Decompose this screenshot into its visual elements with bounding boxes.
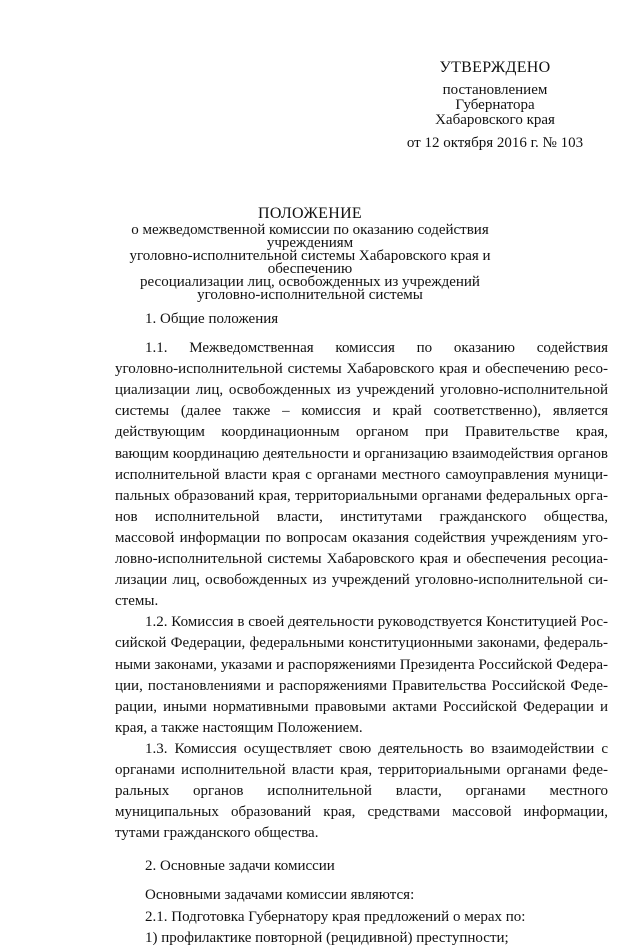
paragraph-line: Основными задачами комиссии являются: bbox=[145, 887, 415, 904]
paragraph-line: органами исполнительной власти края, территориальными органами феде- bbox=[115, 761, 608, 778]
document-subtitle-line: ресоциализации лиц, освобожденных из учреждений bbox=[140, 274, 480, 290]
paragraph-line: рации, иными нормативными правовыми актами Российской Федерации и bbox=[115, 698, 608, 715]
paragraph-line: ции, постановлениями и распоряжениями Правительства Российской Феде- bbox=[115, 677, 608, 694]
approval-title: УТВЕРЖДЕНО bbox=[439, 59, 551, 76]
paragraph-line: тутами гражданского общества. bbox=[115, 825, 319, 842]
section-1-heading: 1. Общие положения bbox=[145, 311, 279, 327]
approval-line: Губернатора bbox=[455, 97, 535, 113]
paragraph-line: сийской Федерации, федеральными конституционными законами, федераль- bbox=[115, 635, 608, 652]
paragraph-line: нов исполнительной власти, институтами гражданского общества, bbox=[115, 508, 608, 525]
section-2-heading: 2. Основные задачи комиссии bbox=[145, 858, 335, 875]
document-body bbox=[115, 309, 608, 949]
paragraph-line: циализации лиц, освобожденных из учреждений уголовно-исполнительной bbox=[115, 382, 608, 399]
paragraph-line: 1.3. Комиссия осуществляет свою деятельность во взаимодействии с bbox=[145, 740, 608, 757]
approval-line: постановлением bbox=[442, 82, 548, 98]
document-subtitle-line: уголовно-исполнительной системы bbox=[197, 287, 423, 303]
paragraph-line: 1.2. Комиссия в своей деятельности руководствуется Конституцией Рос- bbox=[145, 614, 608, 631]
paragraph-line: пальных образований края, территориальными органами федеральных орга- bbox=[115, 487, 608, 504]
document-title: ПОЛОЖЕНИЕ bbox=[257, 205, 362, 222]
approval-date: от 12 октября 2016 г. № 103 bbox=[406, 135, 584, 151]
document-subtitle-line: о межведомственной комиссии по оказанию содействия учреждениям bbox=[131, 222, 489, 251]
paragraph-1-3 bbox=[115, 739, 608, 844]
paragraph-line: 1.1. Межведомственная комиссия по оказанию содействия bbox=[145, 340, 608, 357]
document-title-block bbox=[100, 204, 520, 302]
paragraph-line: уголовно-исполнительной системы Хабаровского края и обеспечению ресо- bbox=[115, 361, 608, 378]
paragraph-line: стемы. bbox=[115, 593, 159, 610]
paragraph-line: действующим координационным органом при Правительстве края, bbox=[115, 424, 608, 441]
paragraph-line: вающим координацию деятельности и организацию взаимодействия органов bbox=[115, 445, 608, 462]
paragraph-1-2 bbox=[115, 612, 608, 739]
paragraph-line: 1) профилактике повторной (рецидивной) преступности; bbox=[145, 929, 509, 946]
paragraph-line: системы (далее также – комиссия и край соответственно), является bbox=[115, 403, 608, 420]
paragraph-line: лизации лиц, освобожденных из учреждений уголовно-исполнительной си- bbox=[115, 572, 608, 589]
paragraph-line: ловно-исполнительной системы Хабаровского края и обеспечения ресоциа- bbox=[115, 551, 608, 568]
paragraph-line: муниципальных образований края, средствами массовой информации, bbox=[115, 804, 608, 821]
paragraph-line: края, а также настоящим Положением. bbox=[115, 719, 363, 736]
paragraph-line: массовой информации по вопросам оказания содействия учреждениям уго- bbox=[115, 529, 608, 546]
approval-stamp bbox=[390, 58, 600, 153]
paragraph-line: ральных органов исполнительной власти, органами местного bbox=[115, 783, 608, 800]
paragraph-line: ными законами, указами и распоряжениями Президента Российской Федера- bbox=[115, 656, 608, 673]
paragraph-line: исполнительной власти края с органами местного самоуправления муници- bbox=[115, 466, 608, 483]
paragraph-line: 2.1. Подготовка Губернатору края предложений о мерах по: bbox=[145, 908, 526, 925]
paragraph-1-1 bbox=[115, 338, 608, 612]
document-subtitle-line: уголовно-исполнительной системы Хабаровского края и обеспечению bbox=[129, 248, 491, 277]
section-2-content bbox=[115, 885, 608, 948]
approval-line: Хабаровского края bbox=[435, 112, 555, 128]
